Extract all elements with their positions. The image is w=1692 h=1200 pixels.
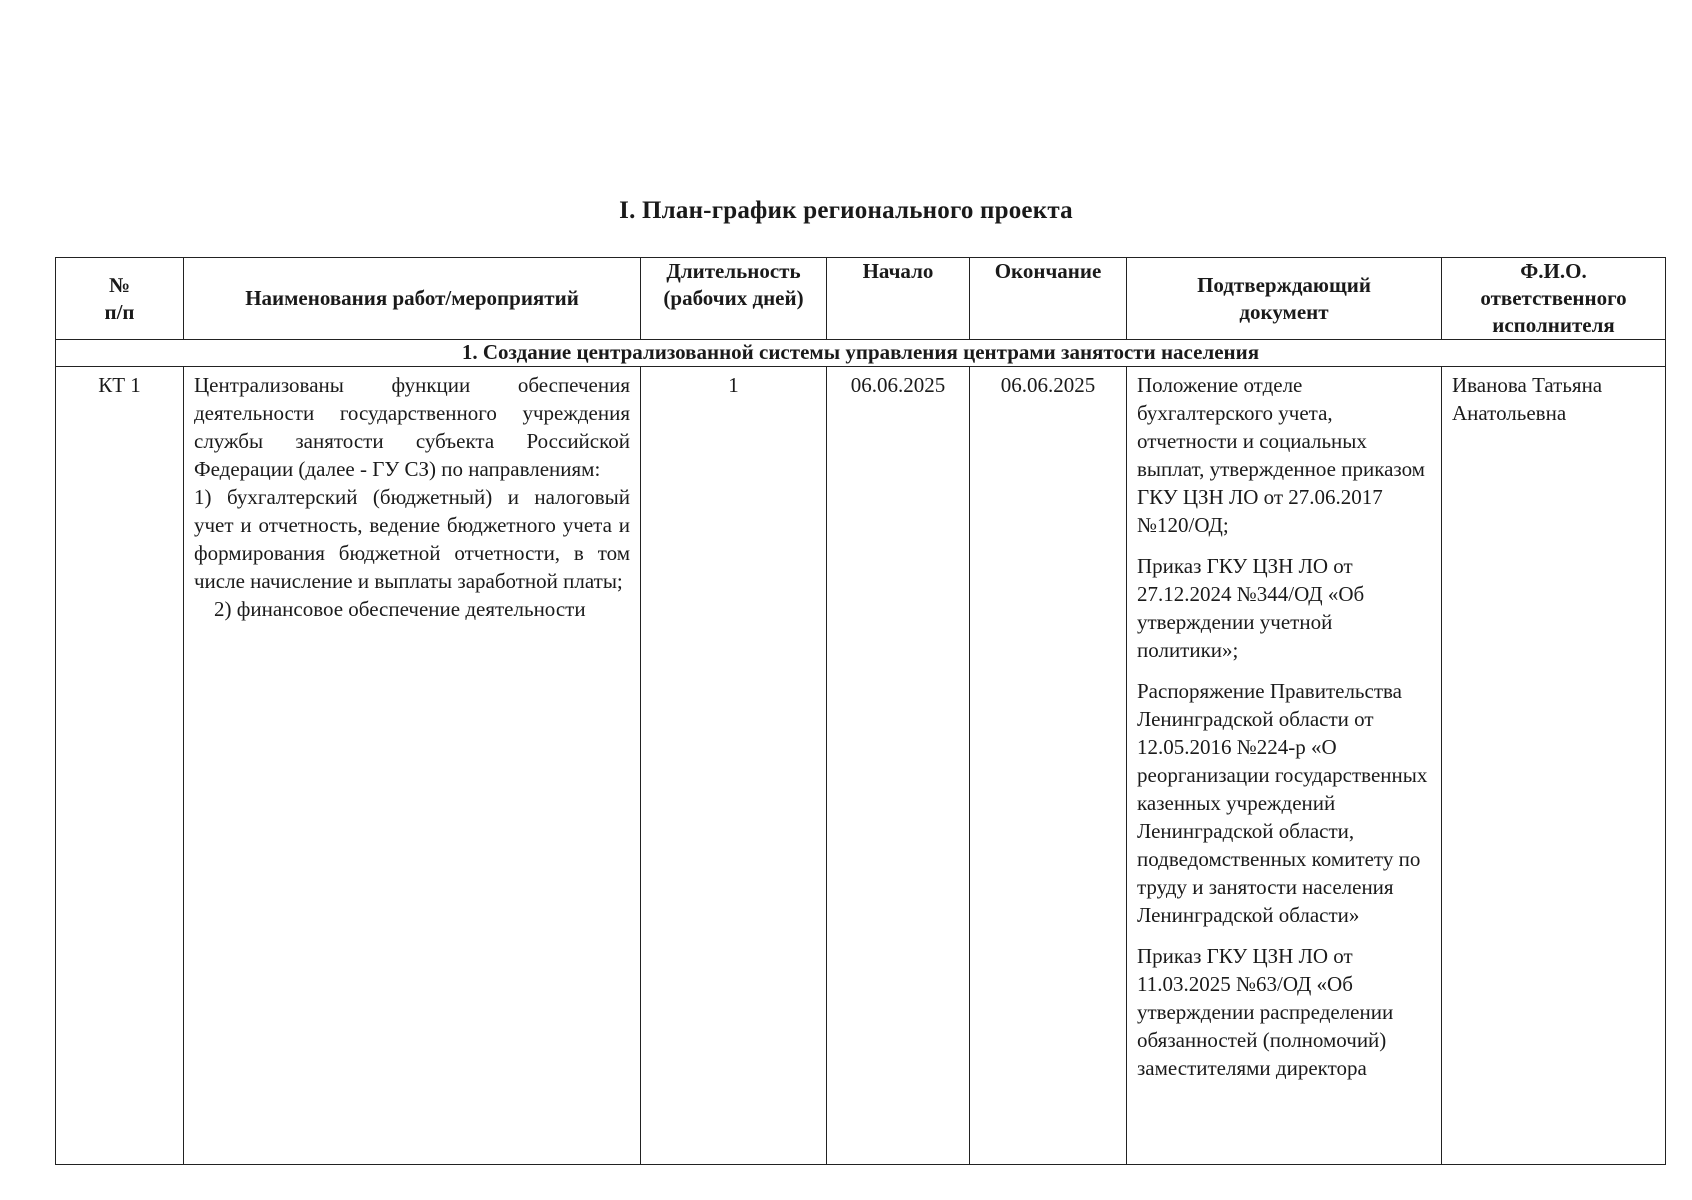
section-title: 1. Создание централизованной системы управления центрами занятости населения (56, 340, 1666, 367)
row-start-date: 06.06.2025 (827, 367, 970, 1165)
header-responsible-line-1: Ф.И.О. (1520, 259, 1587, 283)
row-documents (1127, 367, 1442, 1165)
header-duration-line-2: (рабочих дней) (663, 286, 804, 310)
work-name-item-2: 2) финансовое обеспечение деятельности (214, 597, 586, 621)
header-duration-line-1: Длительность (666, 259, 801, 283)
header-work-name: Наименования работ/мероприятий (184, 258, 641, 340)
header-start: Начало (827, 258, 970, 340)
section-row (56, 340, 1666, 367)
header-number-line-1: № (108, 272, 131, 297)
header-document-line-1: Подтверждающий (1197, 272, 1371, 297)
header-document-line-2: документ (1239, 299, 1329, 324)
row-responsible (1442, 367, 1666, 1165)
header-document (1127, 258, 1442, 340)
row-duration: 1 (641, 367, 827, 1165)
row-id: КТ 1 (56, 367, 184, 1165)
header-duration (641, 258, 827, 340)
document-item: Распоряжение Правительства Ленинградской области от 12.05.2016 №224-р «О реорганизации государственных казенных учреждений Ленинградской области, подведомственных комитету по труду и занятости населения Ленинградской области» (1137, 679, 1428, 927)
header-responsible-line-2: ответственного (1480, 286, 1627, 310)
document-item: Приказ ГКУ ЦЗН ЛО от 11.03.2025 №63/ОД «Об утверждении распределении обязанностей (полномочий) заместителями директора (1137, 944, 1394, 1080)
table-row (56, 367, 1666, 1165)
header-responsible (1442, 258, 1666, 340)
responsible-line-1: Иванова Татьяна (1452, 373, 1603, 397)
row-end-date: 06.06.2025 (970, 367, 1127, 1165)
document-item: Приказ ГКУ ЦЗН ЛО от 27.12.2024 №344/ОД «Об утверждении учетной политики»; (1137, 554, 1365, 662)
header-responsible-line-3: исполнителя (1492, 313, 1615, 337)
work-name-intro: Централизованы функции обеспечения деятельности государственного учреждения службы занятости субъекта Российской Федерации (далее - ГУ СЗ) по направлениям: (194, 373, 630, 481)
work-name-item-1: 1) бухгалтерский (бюджетный) и налоговый учет и отчетность, ведение бюджетного учета и формирования бюджетной отчетности, в том числе начисление и выплаты заработной платы; (194, 485, 630, 593)
table-header-row (56, 258, 1666, 340)
document-item: Положение отделе бухгалтерского учета, отчетности и социальных выплат, утвержденное приказом ГКУ ЦЗН ЛО от 27.06.2017 №120/ОД; (1137, 373, 1425, 537)
header-number (56, 258, 184, 340)
row-work-name (184, 367, 641, 1165)
header-end: Окончание (970, 258, 1127, 340)
header-number-line-2: п/п (104, 299, 135, 324)
plan-schedule-table (55, 257, 1666, 1165)
page-title: I. План-график регионального проекта (619, 197, 1073, 224)
responsible-line-2: Анатольевна (1452, 401, 1567, 425)
